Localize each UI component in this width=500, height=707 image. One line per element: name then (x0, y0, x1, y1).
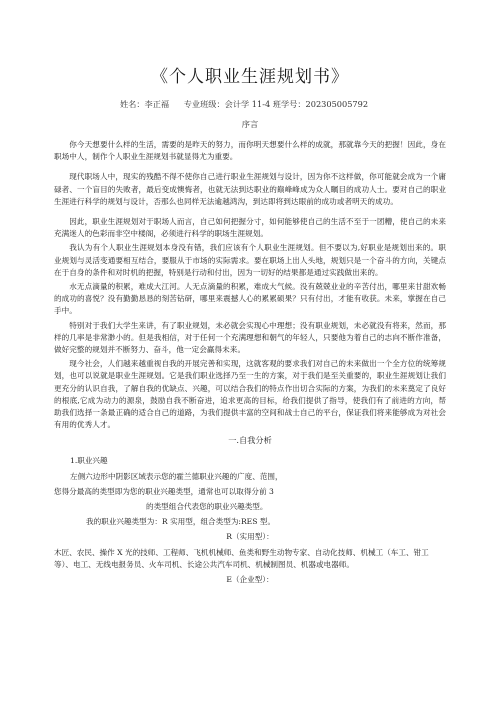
class-and-id: 专业班级：会计学 11-4 班学号：202305005792 (183, 99, 369, 109)
student-name: 姓名：李正福 (119, 99, 170, 109)
preface-heading: 序言 (241, 119, 259, 129)
paragraph-1: 你今天想要什么样的生活，需要的是昨天的努力，而你明天想要什么样的成就，那就靠今天的把握！因此，身在职场中人，制作个人职业生涯规划书就显得尤为重要。 (54, 140, 446, 162)
paragraph-5: 水无点滴量的积累，难成大江河。人无点滴量的积累，难成大气候。没有兢兢业业的辛苦付出，哪里来甘甜欢畅的成功的喜悦？没有勤勤恳恳的刻苦钻研，哪里来震撼人心的累累硕果？只有付出，才能有收获。未来，掌握在自己手中。 (54, 282, 446, 316)
document-title: 《个人职业生涯规划书》 (151, 67, 349, 87)
interest-description-line-3: 的类型组合代表您的职业兴趣类型。 (146, 502, 268, 512)
interest-description-line-1: 左侧六边形中阴影区域表示您的霍兰德职业兴趣的广度、范围， (70, 471, 283, 481)
section-heading-self-analysis: 一.自我分析 (228, 435, 272, 446)
interest-description-line-2: 您得分最高的类型即为您的职业兴趣类型，通常也可以取得分前 3 (54, 486, 274, 496)
interest-result: 我的职业兴趣类型为：R 实用型，组合类型为:RES 型。 (86, 517, 276, 527)
subsection-heading-interest: 1.职业兴趣 (70, 456, 108, 466)
r-type-heading: R（实用型）： (226, 532, 274, 542)
e-type-heading: E（企业型）： (226, 575, 274, 585)
paragraph-4: 我认为有个人职业生涯规划本身没有错，我们应该有个人职业生涯规划。但不要以为,好职业是规划出来的。职业规划与灵活变通要相互结合，要服从于市场的实际需求。要在职场上出人头地，规划只是一个奋斗的方向，关键点在于自身的条件和对时机的把握，特别是行动和付出，因为一切好的结果都是通过实践做出来的。 (54, 243, 446, 277)
author-meta (54, 99, 446, 110)
paragraph-7: 现今社会，人们越来越重视自我的开展完善和实现，这就客观的要求我们对自己的未来做出一个全方位的统筹规划，也可以说就是职业生涯规划。它是我们职业选择乃至一生的方案，对于我们是至关重要的，职业生涯规划让我们更充分的认识自我，了解自我的优缺点、兴趣，可以结合我们的特点作出切合实际的方案，为我们的未来奠定了良好的根底,它成为动力的源泉，鼓励自我不断奋进，追求更高的目标，给我们提供了指导，使我们有了前进的方向，帮助我们选择一条最正确的适合自己的道路，为我们提供丰富的空间和战士自己的平台，保证我们将来能够成为对社会有用的优秀人才。 (54, 359, 446, 430)
paragraph-6: 特别对于我们大学生来讲，有了职业规划，未必就会实现心中理想；没有职业规划，未必就没有将来，然而，那样的几率是非常渺小的。但是我相信，对于任何一个充满理想和朝气的年轻人，只要他为着自己的志向不断作准备，做好完整的规划并不断努力、奋斗，他一定会赢得未来。 (54, 320, 446, 355)
r-type-jobs: 木匠、农民、操作 X 光的技师、工程师、飞机机械师、鱼类和野生动物专家、自动化技师、机械工（车工、钳工等）、电工、无线电报务员、火车司机、长途公共汽车司机、机械制图员、机器或电器师。 (54, 547, 429, 569)
paragraph-2: 现代职场人中，现实的残酷不得不使你自己进行职业生涯规划与设计，因为你不这样做，你可能就会成为一个庸碌者、一个盲目的失败者，最后变成懊悔者，也就无法到达职业的巅峰峰成为众人瞩目的成功人士。要对自己的职业生涯进行科学的规划与设计，否那么也同样无法逾越鸿沟，到达即将到达眼前的成功或者明天的成功。 (54, 172, 446, 206)
paragraph-3: 因此，职业生涯规划对于职场人而言，自己如何把握分寸，如何能够使自己的生活不至于一团糟，使自己的未来充满迷人的色彩而非空中楼阁，必须进行科学的职场生涯规划。 (54, 217, 446, 239)
